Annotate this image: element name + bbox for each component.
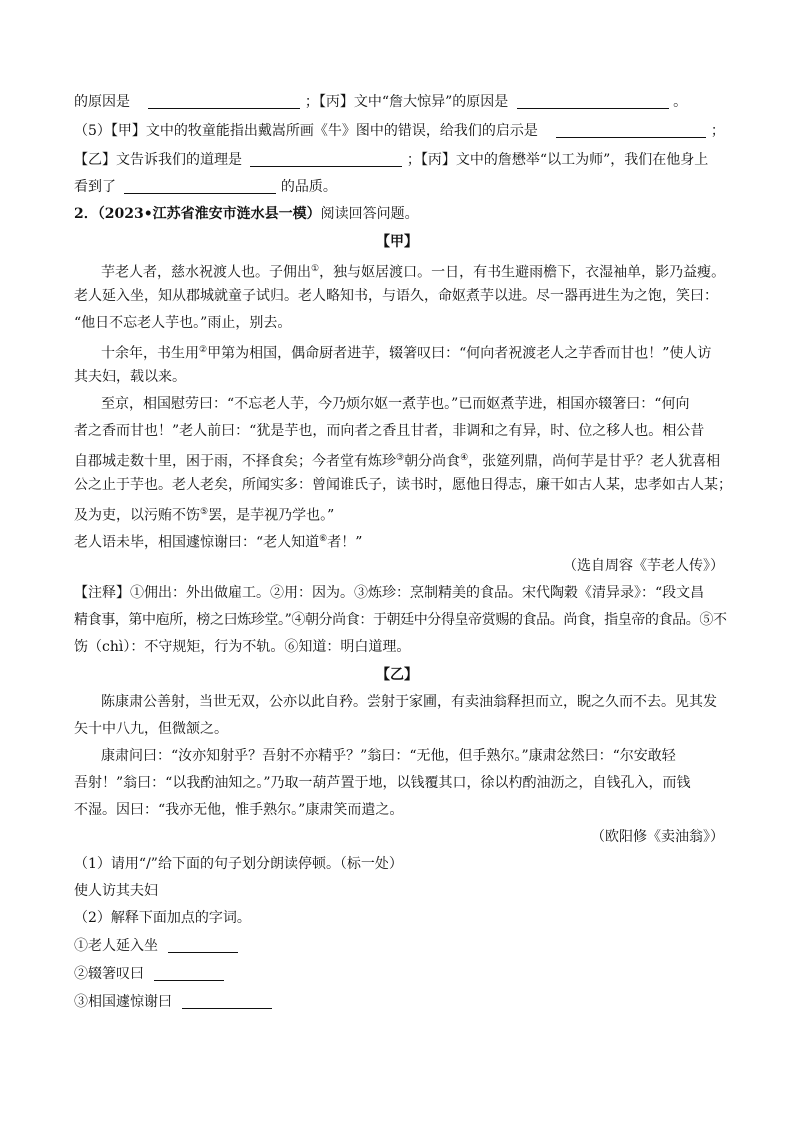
q5-text: 【乙】文告诉我们的道理是: [74, 152, 242, 168]
text: ；【丙】文中“詹大惊异”的原因是: [304, 94, 509, 110]
question-2: （2）解释下面加点的字词。: [74, 910, 251, 926]
question-1: （1）请用“/”给下面的句子划分朗读停顿。（标一处）: [74, 856, 403, 872]
answer-blank[interactable]: [182, 993, 272, 1009]
passage-source: （欧阳修《卖油翁》）: [591, 829, 724, 845]
q5-text: ；【丙】文中的詹懋举“以工为师”，我们在他身上: [406, 152, 709, 168]
passage-line: 矢十中八九，但微颔之。: [74, 721, 228, 737]
notes-line: 饬（chì）：不守规矩，行为不轨。⑥知道：明白道理。: [74, 639, 411, 655]
text: 罢，是芋视乃学也。”: [208, 507, 335, 524]
question-number: 2．: [74, 206, 98, 222]
text: ①老人延入坐: [74, 938, 158, 954]
passage-yi-heading: 【乙】: [376, 667, 418, 683]
q5-text: （5）【甲】文中的牧童能指出戴嵩所画《牛》图中的错误，给我们的启示是: [74, 123, 538, 139]
passage-line: [101, 259, 725, 283]
text: ②辍箸叹曰: [74, 966, 144, 982]
passage-line: [74, 448, 720, 472]
text: 十余年，书生用: [101, 345, 199, 362]
q5-line-1: [74, 121, 725, 141]
passage-line: 其夫妇，载以来。: [74, 369, 186, 385]
footnote-marker: ①: [311, 264, 320, 274]
passage-jia-heading: 【甲】: [376, 234, 418, 250]
passage-line: [74, 529, 362, 553]
answer-blank[interactable]: [148, 93, 300, 109]
passage-line: 者之香而甘也！”老人前曰：“犹是芋也，而向者之香且甘者，非调和之有异，时、位之移人也。相公昔: [74, 423, 705, 439]
text: ，独与妪居渡口。一日，有书生避雨檐下，衣湿袖单，影乃益瘦。: [319, 264, 726, 281]
text: 。: [673, 94, 688, 110]
text: 的原因是: [74, 94, 130, 110]
q5-text: 的品质。: [280, 179, 337, 195]
text: 者！”: [327, 534, 363, 551]
notes-line: 精食事，第中庖所，榜之曰炼珍堂。”④朝分尚食：于朝廷中分得皇帝赏赐的食品。尚食，指皇帝的食品。⑤不: [74, 612, 727, 628]
answer-blank[interactable]: [517, 93, 669, 109]
question-2-item-2: [74, 964, 224, 984]
q5-line-2: [74, 150, 708, 170]
footnote-marker: ⑥: [319, 534, 328, 544]
footnote-marker: ⑤: [200, 507, 209, 517]
passage-source: （选自周容《芋老人传》）: [563, 558, 724, 574]
text: 及为吏，以污贿不饬: [74, 507, 200, 524]
text: ，张筵列鼎，尚何芋是甘乎？老人犹喜相: [468, 453, 721, 470]
question-2-header: [74, 204, 419, 224]
passage-line: 吾射！”翁曰：“以我酌油知之。”乃取一葫芦置于地，以钱覆其口，徐以杓酌油沥之，自钱孔入，而钱: [74, 775, 691, 791]
text: 朝分尚食: [404, 453, 461, 470]
answer-blank[interactable]: [154, 965, 224, 981]
passage-line: [101, 340, 711, 364]
text: 自郡城走数十里，困于雨，不择食矣；今者堂有炼珍: [74, 453, 396, 470]
footnote-marker: ③: [396, 453, 405, 463]
q4-continuation-line: [74, 92, 687, 112]
passage-line: 康肃问曰：“汝亦知射乎？吾射不亦精乎？”翁曰：“无他，但手熟尔。”康肃忿然曰：“尔安敢轻: [101, 748, 676, 764]
q5-line-3: [74, 177, 337, 197]
passage-line: [74, 502, 334, 526]
answer-blank[interactable]: [124, 178, 276, 194]
question-prompt: 阅读回答问题。: [320, 206, 419, 222]
question-2-item-1: [74, 936, 238, 956]
question-1-sentence: 使人访其夫妇: [74, 883, 158, 899]
question-source: （2023•江苏省淮安市涟水县一模）: [97, 206, 321, 222]
passage-line: 公之止于芋也。老人老矣，所闻实多：曾闻谁氏子，读书时，愿他日得志，廉干如古人某，忠孝如古人某；: [74, 477, 732, 493]
notes-line: 【注释】①佣出：外出做雇工。②用：因为。③炼珍：烹制精美的食品。宋代陶穀《清异录》：“段文昌: [74, 585, 705, 601]
text: ③相国遽惊谢曰: [74, 994, 172, 1010]
answer-blank[interactable]: [250, 151, 402, 167]
text: 甲第为相国，偶命厨者进芋，辍箸叹曰：“何向者祝渡老人之芋香而甘也！”使人访: [207, 345, 712, 362]
q5-text: ；: [710, 123, 725, 139]
footnote-marker: ②: [199, 345, 208, 355]
answer-blank[interactable]: [168, 937, 238, 953]
passage-line: 陈康肃公善射，当世无双，公亦以此自矜。尝射于家圃，有卖油翁释担而立，睨之久而不去。见其发: [101, 694, 717, 710]
text: 芋老人者，慈水祝渡人也。子佣出: [101, 264, 311, 281]
q5-text: 看到了: [74, 179, 116, 195]
footnote-marker: ④: [460, 453, 469, 463]
answer-blank[interactable]: [556, 122, 706, 138]
passage-line: “他日不忘老人芋也。”雨止，别去。: [74, 315, 292, 331]
passage-line: 不湿。因曰：“我亦无他，惟手熟尔。”康肃笑而遣之。: [74, 802, 404, 818]
passage-line: 至京，相国慰劳曰：“不忘老人芋，今乃烦尔妪一煮芋也。”已而妪煮芋进，相国亦辍箸曰：“何向: [101, 396, 690, 412]
question-2-item-3: [74, 992, 272, 1012]
text: 老人语未毕，相国遽惊谢曰：“老人知道: [74, 534, 320, 551]
passage-line: 老人延入坐，知从郡城就童子试归。老人略知书，与语久，命妪煮芋以进。尽一器再进生为之饱，笑曰：: [74, 288, 718, 304]
